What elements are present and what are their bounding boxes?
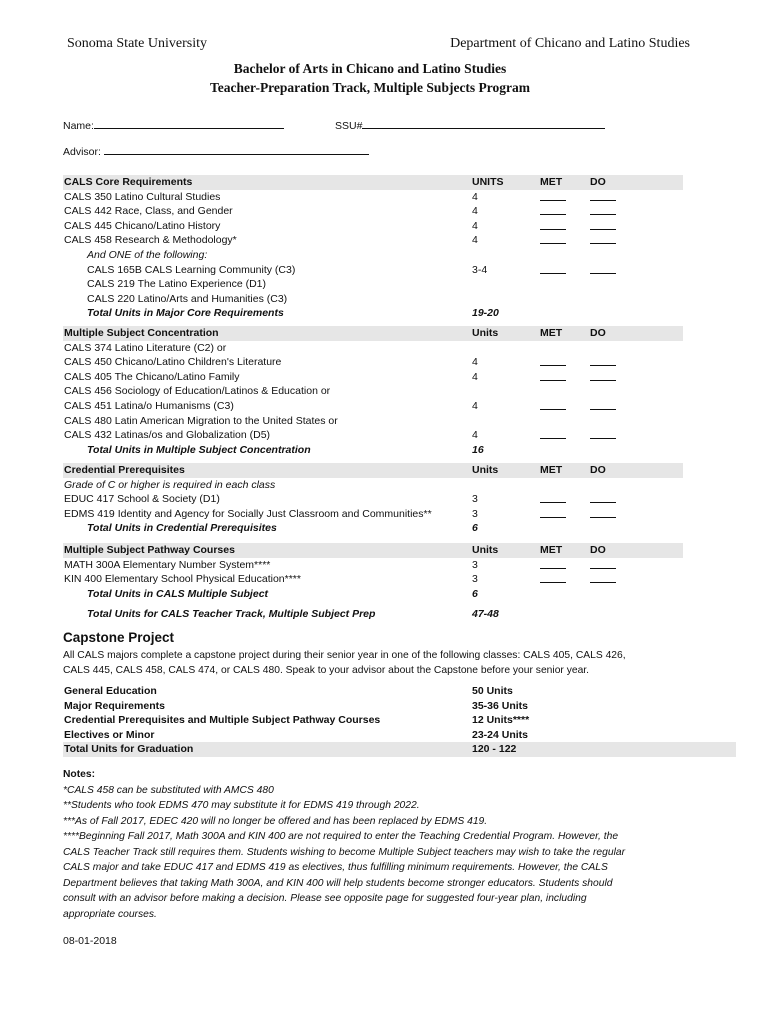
note-line: CALS major and take EDUC 417 and EDMS 419 as electives, thus fulfilling minimum requirements. However, the CALS	[63, 862, 608, 873]
do-blank[interactable]	[590, 558, 616, 569]
met-blank[interactable]	[540, 370, 566, 381]
summary-row	[63, 713, 736, 728]
summary-label: Credential Prerequisites and Multiple Subject Pathway Courses	[64, 714, 381, 727]
course-units: 3	[472, 507, 478, 520]
met-header: MET	[540, 176, 563, 188]
grade-note-row	[63, 478, 683, 493]
met-blank[interactable]	[540, 492, 566, 503]
summary-units: 23-24 Units	[472, 728, 529, 741]
note-line: *CALS 458 can be substituted with AMCS 480	[63, 784, 274, 796]
course-row	[63, 292, 683, 307]
course-name: CALS 451 Latina/o Humanisms (C3)	[64, 399, 234, 412]
choice-note-row	[63, 248, 683, 263]
course-name: MATH 300A Elementary Number System****	[64, 558, 271, 571]
units-summary	[63, 684, 736, 757]
advisor-line[interactable]	[104, 143, 369, 155]
total-label: Total Units in Credential Prerequisites	[87, 522, 277, 535]
summary-label: Major Requirements	[64, 699, 165, 712]
do-blank[interactable]	[590, 492, 616, 503]
graduation-total-row	[63, 742, 736, 757]
course-name: EDMS 419 Identity and Agency for Socially Just Classroom and Communities**	[64, 507, 432, 520]
choice-note: And ONE of the following:	[87, 248, 208, 261]
course-row	[63, 341, 683, 356]
met-blank[interactable]	[540, 190, 566, 201]
course-row	[63, 370, 683, 385]
ssu-line[interactable]	[362, 117, 605, 129]
course-units: 3	[472, 558, 478, 571]
summary-units: 50 Units	[472, 685, 513, 697]
summary-row	[63, 728, 736, 743]
do-header: DO	[590, 544, 606, 556]
course-row	[63, 572, 683, 587]
total-units: 19-20	[472, 307, 499, 320]
course-units: 4	[472, 370, 478, 383]
course-units: 4	[472, 219, 478, 232]
course-row	[63, 277, 683, 292]
met-blank[interactable]	[540, 204, 566, 215]
course-row	[63, 384, 683, 399]
course-name: CALS 220 Latino/Arts and Humanities (C3)	[87, 292, 288, 305]
do-blank[interactable]	[590, 572, 616, 583]
course-row	[63, 190, 683, 205]
course-row	[63, 507, 683, 522]
met-blank[interactable]	[540, 572, 566, 583]
summary-label: General Education	[64, 685, 157, 697]
total-units: 6	[472, 522, 478, 535]
do-blank[interactable]	[590, 233, 616, 244]
course-row	[63, 355, 683, 370]
credential-section	[63, 463, 683, 536]
do-blank[interactable]	[590, 263, 616, 274]
total-row	[63, 306, 683, 321]
do-blank[interactable]	[590, 219, 616, 230]
course-units: 4	[472, 399, 478, 412]
notes	[63, 767, 713, 922]
do-blank[interactable]	[590, 370, 616, 381]
grand-total-row	[63, 607, 683, 622]
credential-header	[63, 463, 683, 478]
course-units: 4	[472, 190, 478, 203]
met-blank[interactable]	[540, 399, 566, 410]
course-name: CALS 480 Latin American Migration to the United States or	[64, 414, 338, 427]
course-name: CALS 458 Research & Methodology*	[64, 234, 237, 247]
met-header: MET	[540, 327, 563, 339]
course-units: 3-4	[472, 263, 488, 276]
met-blank[interactable]	[540, 219, 566, 230]
units-header: Units	[472, 464, 499, 476]
met-blank[interactable]	[540, 428, 566, 439]
course-row	[63, 492, 683, 507]
concentration-section	[63, 326, 683, 457]
note-line: **Students who took EDMS 470 may substitute it for EDMS 419 through 2022.	[63, 800, 420, 811]
note-line: CALS Teacher Track still requires them. Students wishing to become Multiple Subject teachers may wish to take the regular	[63, 846, 626, 858]
do-blank[interactable]	[590, 507, 616, 518]
course-name: CALS 432 Latinas/os and Globalization (D5)	[64, 429, 271, 442]
do-header: DO	[590, 176, 606, 188]
course-name: KIN 400 Elementary School Physical Education****	[64, 573, 301, 586]
ssu-field[interactable]	[335, 117, 605, 134]
met-blank[interactable]	[540, 233, 566, 244]
department-name: Department of Chicano and Latino Studies	[450, 36, 690, 51]
course-name: CALS 456 Sociology of Education/Latinos & Education or	[64, 385, 331, 398]
total-row	[63, 443, 683, 458]
pathway-header	[63, 543, 683, 558]
total-row	[63, 587, 683, 602]
do-blank[interactable]	[590, 204, 616, 215]
credential-heading: Credential Prerequisites	[64, 464, 185, 476]
capstone-heading: Capstone Project	[63, 630, 175, 645]
total-label: Total Units in Major Core Requirements	[87, 307, 284, 320]
summary-units: 12 Units****	[472, 714, 530, 727]
notes-heading: Notes:	[63, 769, 96, 780]
core-heading: CALS Core Requirements	[64, 176, 193, 188]
course-units: 3	[472, 493, 478, 506]
course-name: CALS 165B CALS Learning Community (C3)	[87, 263, 296, 276]
total-units: 6	[472, 587, 478, 600]
do-blank[interactable]	[590, 428, 616, 439]
concentration-header	[63, 326, 683, 341]
course-name: CALS 442 Race, Class, and Gender	[64, 205, 233, 218]
course-row	[63, 263, 683, 278]
note-line: appropriate courses.	[63, 908, 157, 920]
name-field[interactable]	[63, 117, 284, 134]
do-blank[interactable]	[590, 355, 616, 366]
met-header: MET	[540, 464, 563, 476]
total-units: 16	[472, 443, 484, 456]
note-line: ***As of Fall 2017, EDEC 420 will no longer be offered and has been replaced by EDMS 419.	[63, 815, 488, 827]
summary-units: 120 - 122	[472, 743, 517, 756]
do-header: DO	[590, 464, 606, 476]
total-label: Total Units in Multiple Subject Concentration	[87, 443, 311, 456]
met-blank[interactable]	[540, 355, 566, 366]
pathway-heading: Multiple Subject Pathway Courses	[64, 544, 235, 556]
course-name: EDUC 417 School & Society (D1)	[64, 493, 220, 506]
document-date: 08-01-2018	[63, 935, 117, 947]
do-header: DO	[590, 327, 606, 339]
note-line: Department believes that taking Math 300A, and KIN 400 will help students become stronger educators. Students should	[63, 877, 613, 889]
course-name: CALS 445 Chicano/Latino History	[64, 219, 221, 232]
units-header: Units	[472, 327, 499, 339]
summary-units: 35-36 Units	[472, 699, 529, 712]
program-title: Bachelor of Arts in Chicano and Latino Studies	[233, 61, 507, 76]
grand-total-label: Total Units for CALS Teacher Track, Multiple Subject Prep	[87, 608, 376, 621]
course-row	[63, 428, 683, 443]
name-label: Name:	[63, 120, 94, 132]
course-name: CALS 405 The Chicano/Latino Family	[64, 370, 240, 383]
course-row	[63, 414, 683, 429]
course-name: CALS 219 The Latino Experience (D1)	[87, 278, 266, 291]
total-label: Total Units in CALS Multiple Subject	[87, 587, 269, 600]
ssu-label: SSU#	[335, 120, 363, 132]
summary-row	[63, 699, 736, 714]
met-header: MET	[540, 544, 563, 556]
met-blank[interactable]	[540, 558, 566, 569]
program-subtitle: Teacher-Preparation Track, Multiple Subjects Program	[209, 80, 531, 95]
course-units: 4	[472, 205, 478, 218]
summary-label: Electives or Minor	[64, 728, 155, 741]
course-row	[63, 558, 683, 573]
do-blank[interactable]	[590, 190, 616, 201]
course-name: CALS 374 Latino Literature (C2) or	[64, 341, 227, 354]
units-header: Units	[472, 544, 499, 556]
core-section	[63, 175, 683, 321]
course-row	[63, 399, 683, 414]
university-name: Sonoma State University	[67, 36, 207, 51]
capstone-line: All CALS majors complete a capstone project during their senior year in one of the following classes: CALS 405, CALS 426,	[63, 650, 626, 661]
course-row	[63, 233, 683, 248]
capstone-line: CALS 445, CALS 458, CALS 474, or CALS 480. Speak to your advisor about the Capstone before your senior year.	[63, 664, 590, 676]
capstone-text	[63, 649, 703, 678]
advisor-field[interactable]	[63, 143, 369, 160]
course-units: 3	[472, 573, 478, 586]
note-line: consult with an advisor before making a decision. Please see opposite page for suggested four-year plan, including	[63, 893, 587, 904]
course-row	[63, 219, 683, 234]
summary-row	[63, 684, 736, 699]
course-row	[63, 204, 683, 219]
summary-label: Total Units for Graduation	[64, 743, 194, 756]
core-header	[63, 175, 683, 190]
course-name: CALS 350 Latino Cultural Studies	[64, 190, 221, 203]
course-units: 4	[472, 356, 478, 369]
course-name: CALS 450 Chicano/Latino Children's Literature	[64, 356, 282, 369]
units-header: UNITS	[472, 176, 504, 188]
course-units: 4	[472, 429, 478, 442]
advisor-label: Advisor:	[63, 146, 101, 158]
name-line[interactable]	[94, 117, 284, 129]
grand-total-units: 47-48	[472, 608, 499, 621]
concentration-heading: Multiple Subject Concentration	[64, 327, 219, 339]
grade-note: Grade of C or higher is required in each class	[64, 478, 276, 491]
do-blank[interactable]	[590, 399, 616, 410]
met-blank[interactable]	[540, 507, 566, 518]
note-line: ****Beginning Fall 2017, Math 300A and KIN 400 are not required to enter the Teaching Credential Program. However, the	[63, 831, 619, 842]
total-row	[63, 521, 683, 536]
course-units: 4	[472, 234, 478, 247]
met-blank[interactable]	[540, 263, 566, 274]
pathway-section	[63, 543, 683, 622]
